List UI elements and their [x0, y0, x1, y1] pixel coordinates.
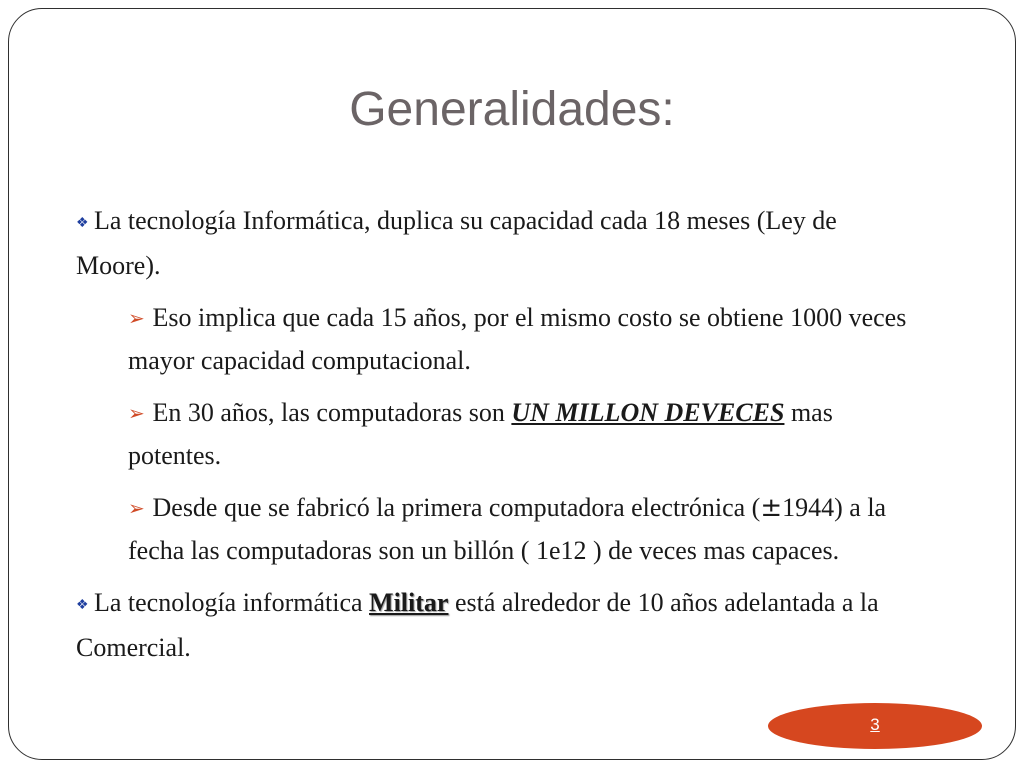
bullet-text: La tecnología informática	[94, 588, 370, 617]
page-number-badge	[768, 703, 982, 749]
bullet-text: está alrededor de 10 años adelantada a la Comercial.	[76, 588, 879, 662]
bullet-military	[76, 582, 916, 669]
bullet-text: mas potentes.	[128, 398, 833, 470]
million-times-emphasis: UN MILLON DEVECES	[511, 398, 785, 427]
subbullet-30-years	[128, 392, 916, 477]
bullet-text: Desde que se fabricó la primera computadora electrónica (	[152, 493, 761, 522]
bullet-moore-law	[76, 200, 916, 287]
slide-content	[76, 200, 916, 679]
diamond-bullet-icon: ❖	[76, 598, 89, 613]
arrow-bullet-icon: ➢	[128, 403, 145, 425]
page-number[interactable]: 3	[870, 715, 880, 734]
bullet-text: Eso implica que cada 15 años, por el mismo costo se obtiene 1000 veces mayor capacidad computacional.	[128, 303, 907, 375]
slide-title: Generalidades:	[349, 83, 675, 136]
arrow-bullet-icon: ➢	[128, 498, 145, 520]
military-emphasis: Militar	[369, 588, 449, 617]
bullet-text: La tecnología Informática, duplica su capacidad cada 18 meses (Ley de Moore).	[76, 206, 837, 280]
arrow-bullet-icon: ➢	[128, 308, 145, 330]
bullet-text: En 30 años, las computadoras son	[152, 398, 512, 427]
bullet-text: 1944) a la fecha las computadoras son un billón ( 1e12 ) de veces mas capaces.	[128, 493, 887, 565]
diamond-bullet-icon: ❖	[76, 216, 89, 231]
plus-minus-symbol: ±	[760, 493, 783, 523]
subbullet-since-1944	[128, 487, 916, 572]
subbullet-15-years	[128, 297, 916, 382]
